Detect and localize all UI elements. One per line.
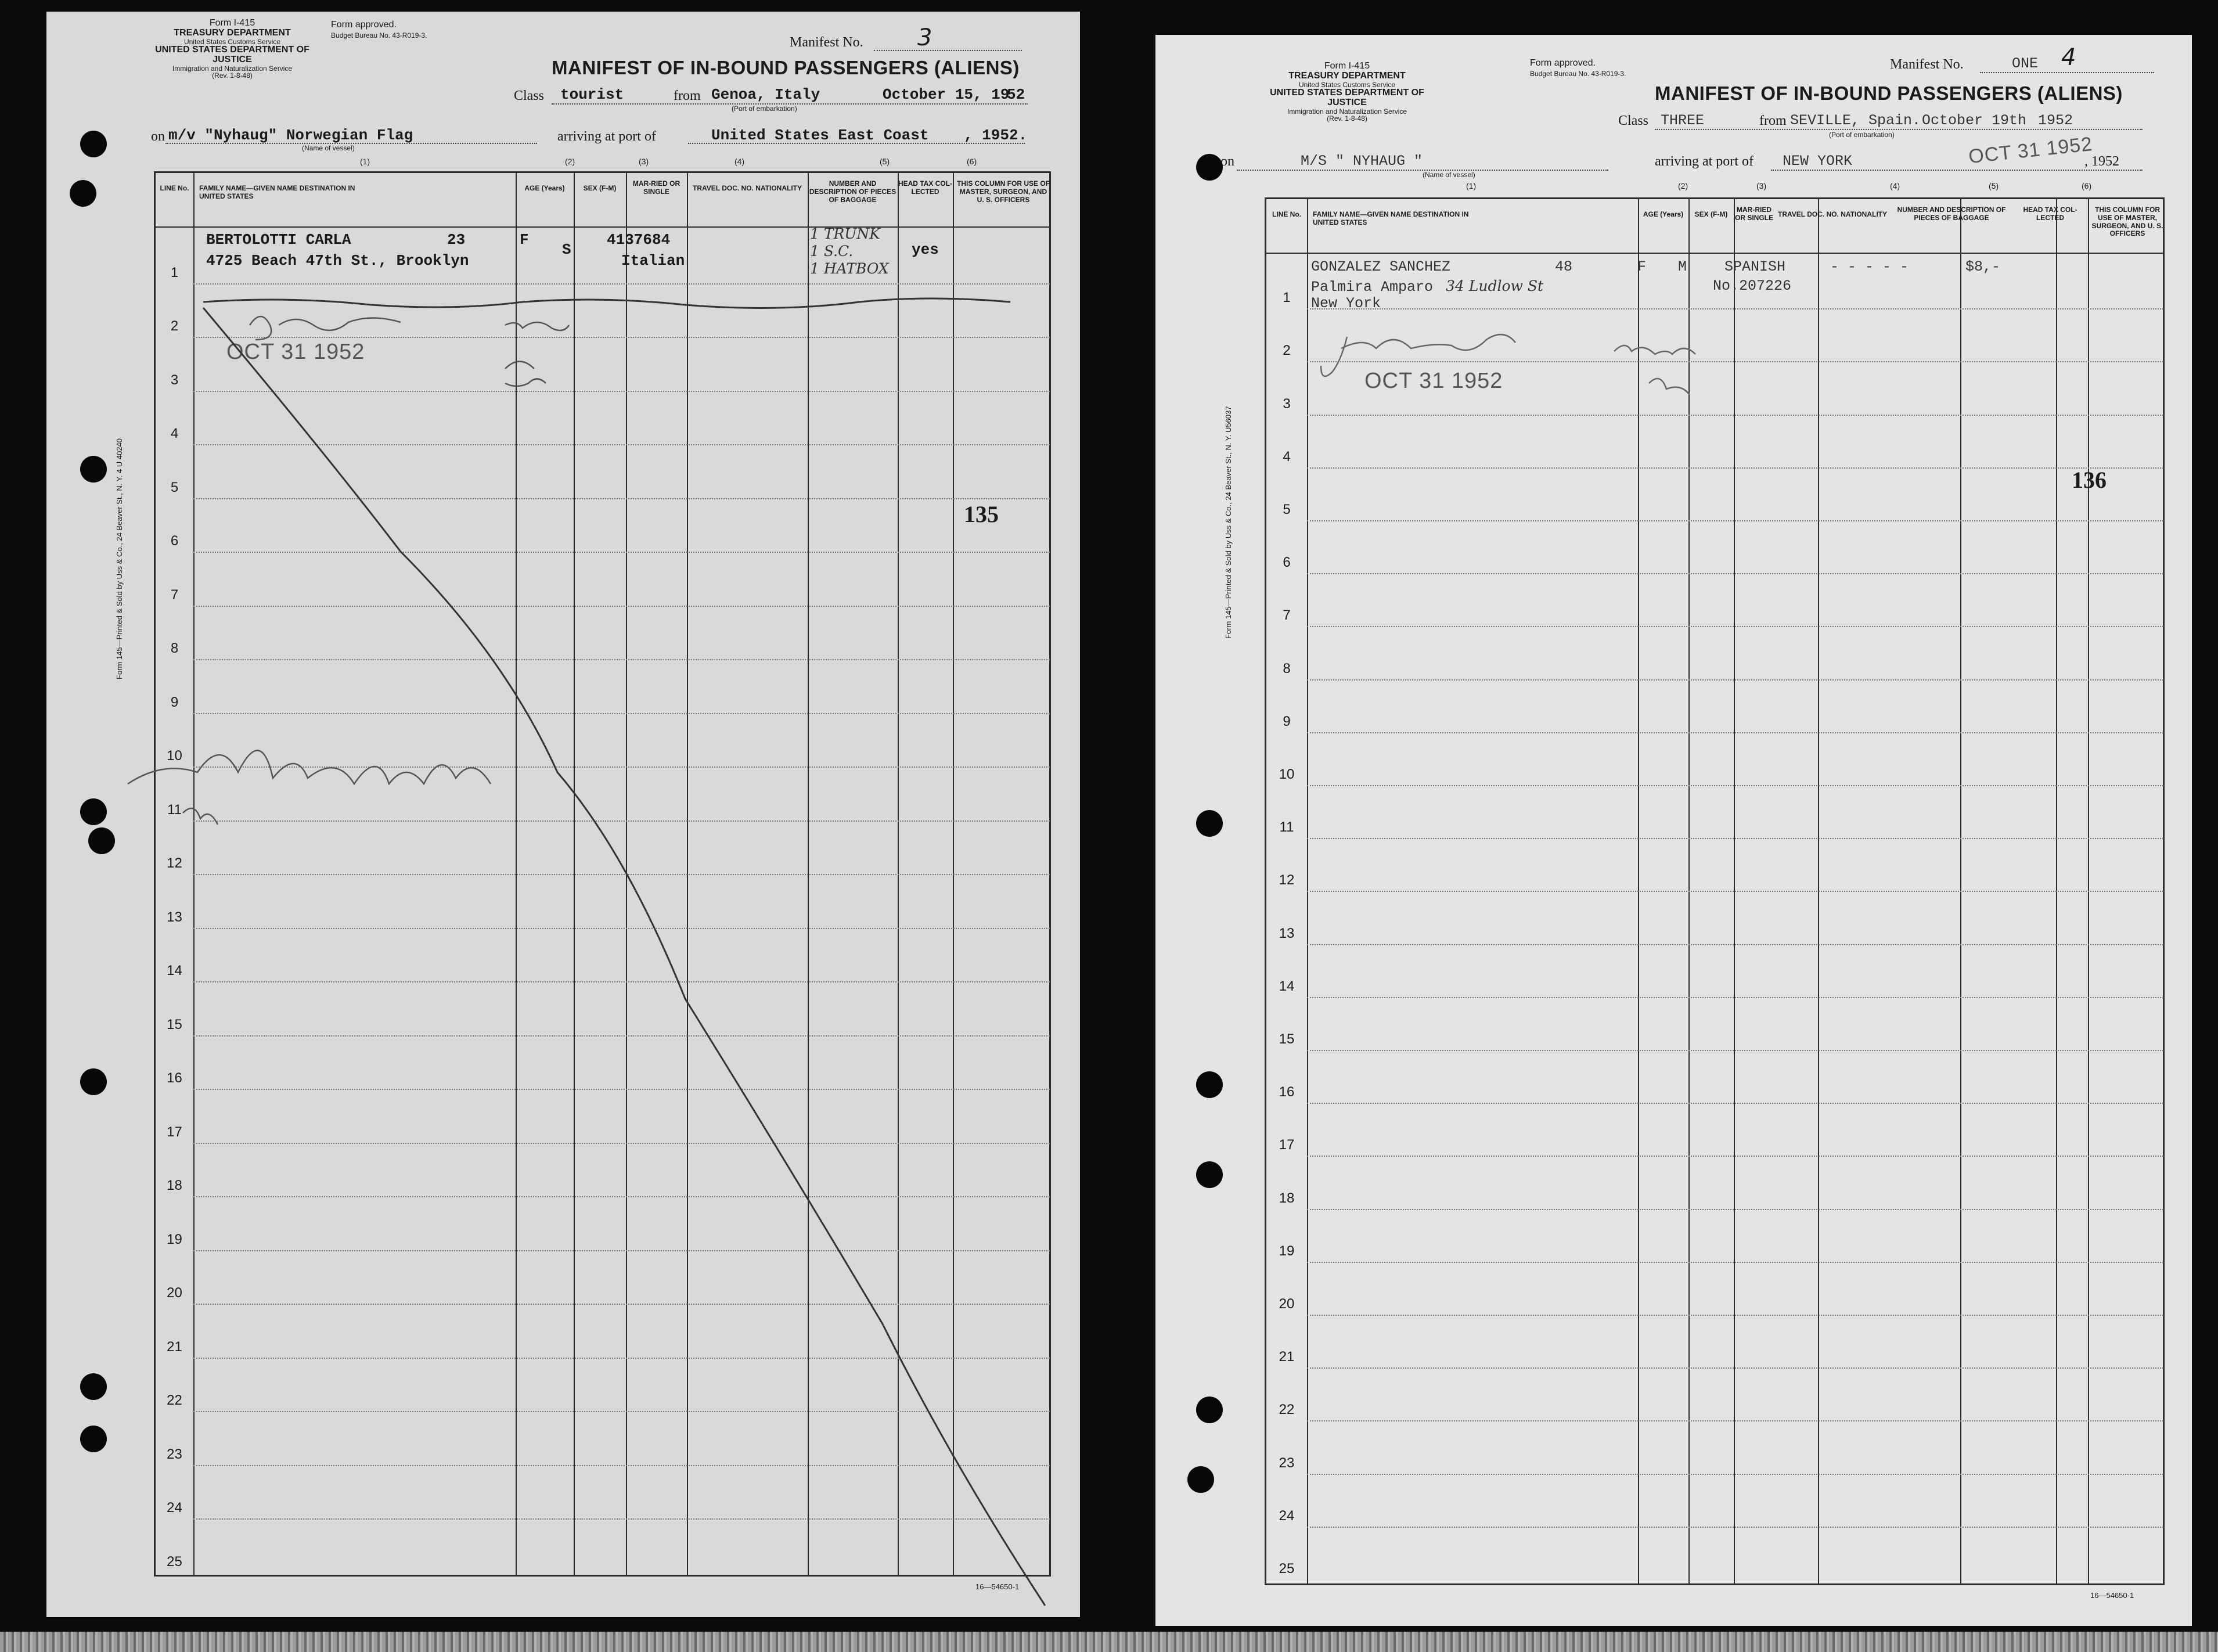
dept-line: Immigration and Naturalization Service [172,64,293,73]
date-stamp: OCT 31 1952 [1364,369,1503,393]
row-rule [193,766,1050,768]
line-number: 21 [167,1338,182,1355]
dotline [874,50,1022,51]
row-rule [193,1518,1050,1520]
dept-line: TREASURY DEPARTMENT [174,27,291,38]
row-rule [193,1411,1050,1412]
arrival-year: , 1952 [2084,154,2119,169]
header-rule [1266,253,2163,254]
row-rule [193,283,1050,285]
header-age: AGE (Years) [1643,210,1684,218]
row-rule [1307,1209,2163,1210]
line-number: 25 [1279,1561,1295,1577]
col-number: (4) [734,157,745,166]
header-married: MAR-RIED OR SINGLE [1734,206,1773,222]
arrival-port: NEW YORK [1783,153,1853,170]
arriving-label: arriving at port of [557,129,656,144]
row-rule [1307,838,2163,839]
passenger-nationality: Italian [621,252,685,269]
passenger-nationality: SPANISH [1724,258,1786,275]
dotline [1655,129,2143,130]
row-rule [193,606,1050,607]
header-line-no: LINE No. [1272,210,1301,218]
line-number: 10 [1279,766,1295,782]
embarkation-date: October 19th [1922,112,2027,129]
row-rule [1307,1367,2163,1369]
rev-line: (Rev. 1-8-48) [1327,114,1367,123]
page-number: 136 [2072,467,2107,493]
passenger-sex: F [520,231,529,249]
page-title: MANIFEST OF IN-BOUND PASSENGERS (ALIENS) [552,57,1020,78]
manifest-label: Manifest No. [1890,57,1964,72]
form-number: Form I-415 [209,18,255,28]
rev-line: (Rev. 1-8-48) [212,71,253,80]
row-rule [193,713,1050,714]
row-rule [193,820,1050,822]
line-number: 6 [170,533,179,549]
manifest-page-right [1155,35,2192,1626]
baggage-line: 1 S.C. [810,243,854,260]
line-number: 5 [170,479,179,495]
embarkation-date: October 15, 19 [883,86,1010,103]
row-rule [193,1143,1050,1144]
line-number: 19 [167,1231,182,1247]
row-rule [1307,361,2163,362]
row-rule [193,552,1050,553]
on-label: on [1220,154,1234,169]
line-number: 12 [167,855,182,871]
line-number: 8 [1283,660,1291,676]
class-label: Class [1618,113,1649,128]
row-rule [1307,1050,2163,1051]
class-label: Class [514,88,545,103]
row-rule [193,874,1050,875]
row-rule [193,1035,1050,1036]
header-name: FAMILY NAME—GIVEN NAME DESTINATION IN UNITED STATES [199,184,355,200]
punch-hole [80,456,107,483]
dept-line: Immigration and Naturalization Service [1287,107,1407,116]
col-number: (4) [1890,181,1900,190]
row-rule [1307,626,2163,627]
line-number: 6 [1283,555,1291,571]
header-sex: SEX (F-M) [583,184,617,192]
header-name: FAMILY NAME—GIVEN NAME DESTINATION IN UNITED STATES [1313,210,1469,226]
header-line-no: LINE No. [160,184,189,192]
caption: (Port of embarkation) [1829,131,1895,139]
head-tax-value: yes [912,241,939,258]
line-number: 3 [1283,395,1291,412]
passenger-table [1265,197,2165,1585]
row-rule [1307,467,2163,469]
row-rule [193,981,1050,982]
passenger-name: GONZALEZ SANCHEZ [1311,258,1451,275]
line-number: 16 [1279,1084,1295,1100]
header-officers: THIS COLUMN FOR USE OF MASTER, SURGEON, AND U. S. OFFICERS [2091,206,2163,238]
line-number: 5 [1283,502,1291,517]
line-number: 24 [1279,1507,1295,1524]
line-number: 21 [1279,1349,1295,1365]
punch-hole [80,798,107,825]
row-rule [1307,1103,2163,1104]
dept-line: United States Customs Service [183,37,281,46]
vessel-name: M/S " NYHAUG " [1301,153,1423,170]
punch-hole [80,1426,107,1452]
col-number: (3) [639,157,649,166]
col-number: (1) [360,157,370,166]
passenger-city: New York [1311,295,1381,312]
line-number: 13 [1279,925,1295,941]
line-number: 11 [1279,819,1294,836]
row-rule [1307,1262,2163,1263]
baggage-value: - - - - - [1830,258,1909,275]
header-travel-doc: TRAVEL DOC. NO. NATIONALITY [1778,210,1887,218]
caption: (Name of vessel) [302,144,355,152]
line-number: 1 [170,264,179,280]
col-number: (5) [1989,181,1999,190]
row-rule [193,1465,1050,1466]
punch-hole [80,1373,107,1400]
row-rule [1307,1474,2163,1475]
row-rule [1307,679,2163,681]
line-number: 2 [1283,343,1291,359]
row-rule [1307,308,2163,309]
form-footer: 16—54650-1 [975,1582,1020,1591]
passenger-doc-no: 4137684 [607,231,671,249]
line-number: 23 [167,1446,182,1462]
header-head-tax: HEAD TAX COL-LECTED [2023,206,2077,222]
form-header [145,19,319,80]
row-rule [1307,891,2163,892]
punch-hole [1196,1397,1223,1423]
header-baggage: NUMBER AND DESCRIPTION OF PIECES OF BAGGAGE [1897,206,2006,222]
header-rule [156,226,1049,228]
row-rule [193,1089,1050,1090]
from-label: from [674,88,701,103]
line-number: 14 [167,963,182,978]
line-number: 20 [167,1285,182,1301]
line-number: 18 [1279,1190,1295,1206]
scan-edge [0,1632,2218,1652]
line-number: 18 [167,1178,182,1193]
row-rule [193,1358,1050,1359]
header-sex: SEX (F-M) [1694,210,1728,218]
row-rule [193,498,1050,499]
punch-hole [80,1068,107,1095]
dept-line: TREASURY DEPARTMENT [1288,70,1406,81]
line-number: 8 [170,640,179,656]
manifest-number: ONE [2012,55,2039,72]
line-number: 22 [1279,1402,1295,1418]
printer-imprint: Form 145—Printed & Sold by Uss & Co., 24 Beaver St., N. Y. U56037 [1224,406,1233,639]
passenger-marital: S [562,241,571,258]
budget-bureau: Budget Bureau No. 43-R019-3. [331,31,427,39]
row-rule [1307,997,2163,998]
manifest-page-left [46,12,1080,1617]
passenger-age: 23 [447,231,466,249]
dotline [1771,170,2143,171]
header-baggage: NUMBER AND DESCRIPTION OF PIECES OF BAGGAGE [809,179,896,204]
row-rule [1307,732,2163,733]
dotline [1980,72,2154,73]
line-number: 11 [167,801,182,818]
printer-imprint: Form 145—Printed & Sold by Uss & Co., 24 Beaver St., N. Y. 4 U 40240 [115,438,124,679]
line-number: 7 [170,586,179,603]
line-number: 3 [170,372,179,388]
page-title: MANIFEST OF IN-BOUND PASSENGERS (ALIENS) [1655,82,2123,104]
col-number: (5) [880,157,890,166]
on-label: on [151,129,165,144]
punch-hole [1196,810,1223,837]
punch-hole [80,131,107,157]
line-number: 7 [1283,607,1291,624]
row-rule [193,1196,1050,1197]
col-number: (3) [1756,181,1767,190]
header-officers: THIS COLUMN FOR USE OF MASTER, SURGEON, AND U. S. OFFICERS [957,179,1050,204]
dotline [688,143,1025,144]
form-approved: Form approved. [331,20,397,30]
line-number: 10 [167,748,182,764]
caption: (Port of embarkation) [732,105,797,113]
line-number: 17 [167,1124,182,1140]
row-rule [1307,573,2163,574]
dept-line: UNITED STATES DEPARTMENT OF JUSTICE [155,45,309,64]
header-married: MAR-RIED OR SINGLE [632,179,680,196]
line-number: 15 [1279,1031,1295,1047]
passenger-name: BERTOLOTTI CARLA [206,231,351,249]
line-number: 1 [1283,290,1291,306]
arrival-year: , 1952. [964,127,1028,144]
row-rule [193,659,1050,660]
passenger-address: 4725 Beach 47th St., Brooklyn [206,252,469,269]
date-stamp: OCT 31 1952 [226,340,365,364]
line-number: 2 [170,318,179,334]
passenger-table [154,171,1051,1577]
dept-line: United States Customs Service [1298,80,1396,89]
baggage-line: 1 HATBOX [810,260,889,277]
from-label: from [1759,113,1787,128]
arrival-port: United States East Coast [711,127,929,144]
line-number: 15 [167,1016,182,1032]
row-rule [1307,1420,2163,1421]
row-rule [1307,1156,2163,1157]
dept-line: UNITED STATES DEPARTMENT OF JUSTICE [1270,88,1424,107]
col-number: (2) [565,157,575,166]
manifest-label: Manifest No. [790,35,863,50]
line-number: 9 [1283,713,1291,729]
line-number: 20 [1279,1296,1295,1312]
embarkation-port: Genoa, Italy [711,86,820,103]
caption: (Name of vessel) [1423,171,1475,179]
passenger-address-hand: 34 Ludlow St [1446,278,1544,294]
class-value: THREE [1661,112,1705,129]
manifest-number: 3 [917,24,932,51]
line-number: 12 [1279,872,1295,888]
col-number: (6) [967,157,977,166]
embarkation-year: 1952 [2038,112,2073,129]
punch-hole [1196,1071,1223,1098]
baggage-line: 1 TRUNK [810,225,880,242]
budget-bureau: Budget Bureau No. 43-R019-3. [1530,70,1626,78]
col-number: (1) [1466,181,1477,190]
punch-hole [70,180,96,207]
col-number: (6) [2082,181,2092,190]
punch-hole [1187,1466,1214,1493]
row-rule [1307,944,2163,945]
page-number: 135 [964,501,999,527]
embarkation-port: SEVILLE, Spain. [1790,112,1921,129]
row-rule [1307,1527,2163,1528]
row-rule [1307,415,2163,416]
arriving-label: arriving at port of [1655,154,1753,169]
class-value: tourist [560,86,624,103]
punch-hole [1196,154,1223,181]
header-travel-doc: TRAVEL DOC. NO. NATIONALITY [693,184,802,192]
line-number: 14 [1279,978,1295,994]
passenger-doc-no: No.207226 [1713,278,1792,294]
line-number: 4 [170,426,179,441]
header-head-tax: HEAD TAX COL-LECTED [898,179,953,196]
passenger-given-name: Palmira Amparo [1311,279,1434,296]
form-header [1257,62,1437,123]
line-number: 24 [167,1500,182,1516]
punch-hole [88,827,115,854]
form-number: Form I-415 [1324,61,1370,71]
line-number: 9 [170,694,179,710]
line-number: 19 [1279,1243,1295,1259]
head-tax-value: $8,- [1965,258,2001,275]
line-number: 23 [1279,1455,1295,1471]
line-number: 17 [1279,1137,1295,1153]
vessel-name: m/v "Nyhaug" Norwegian Flag [168,127,413,144]
row-rule [193,1250,1050,1251]
passenger-sex: F [1637,258,1647,275]
header-age: AGE (Years) [524,184,565,192]
embarkation-year: 52 [1007,86,1025,103]
row-rule [1307,785,2163,786]
form-approved: Form approved. [1530,58,1596,68]
row-rule [193,928,1050,929]
line-number: 4 [1283,448,1291,465]
row-rule [1307,1315,2163,1316]
arrival-date-stamp: OCT 31 1952 [1967,132,2094,168]
line-number: 16 [167,1070,182,1086]
passenger-marital: M [1678,258,1687,275]
row-rule [193,391,1050,392]
col-number: (2) [1678,181,1688,190]
passenger-age: 48 [1555,258,1573,275]
row-rule [193,337,1050,338]
row-rule [193,444,1050,445]
row-rule [193,1304,1050,1305]
row-rule [1307,520,2163,521]
line-number: 22 [167,1392,182,1408]
manifest-number-hand: 4 [2061,44,2076,71]
line-number: 13 [167,909,182,925]
line-number: 25 [167,1553,182,1570]
form-footer: 16—54650-1 [2090,1591,2134,1600]
punch-hole [1196,1161,1223,1188]
